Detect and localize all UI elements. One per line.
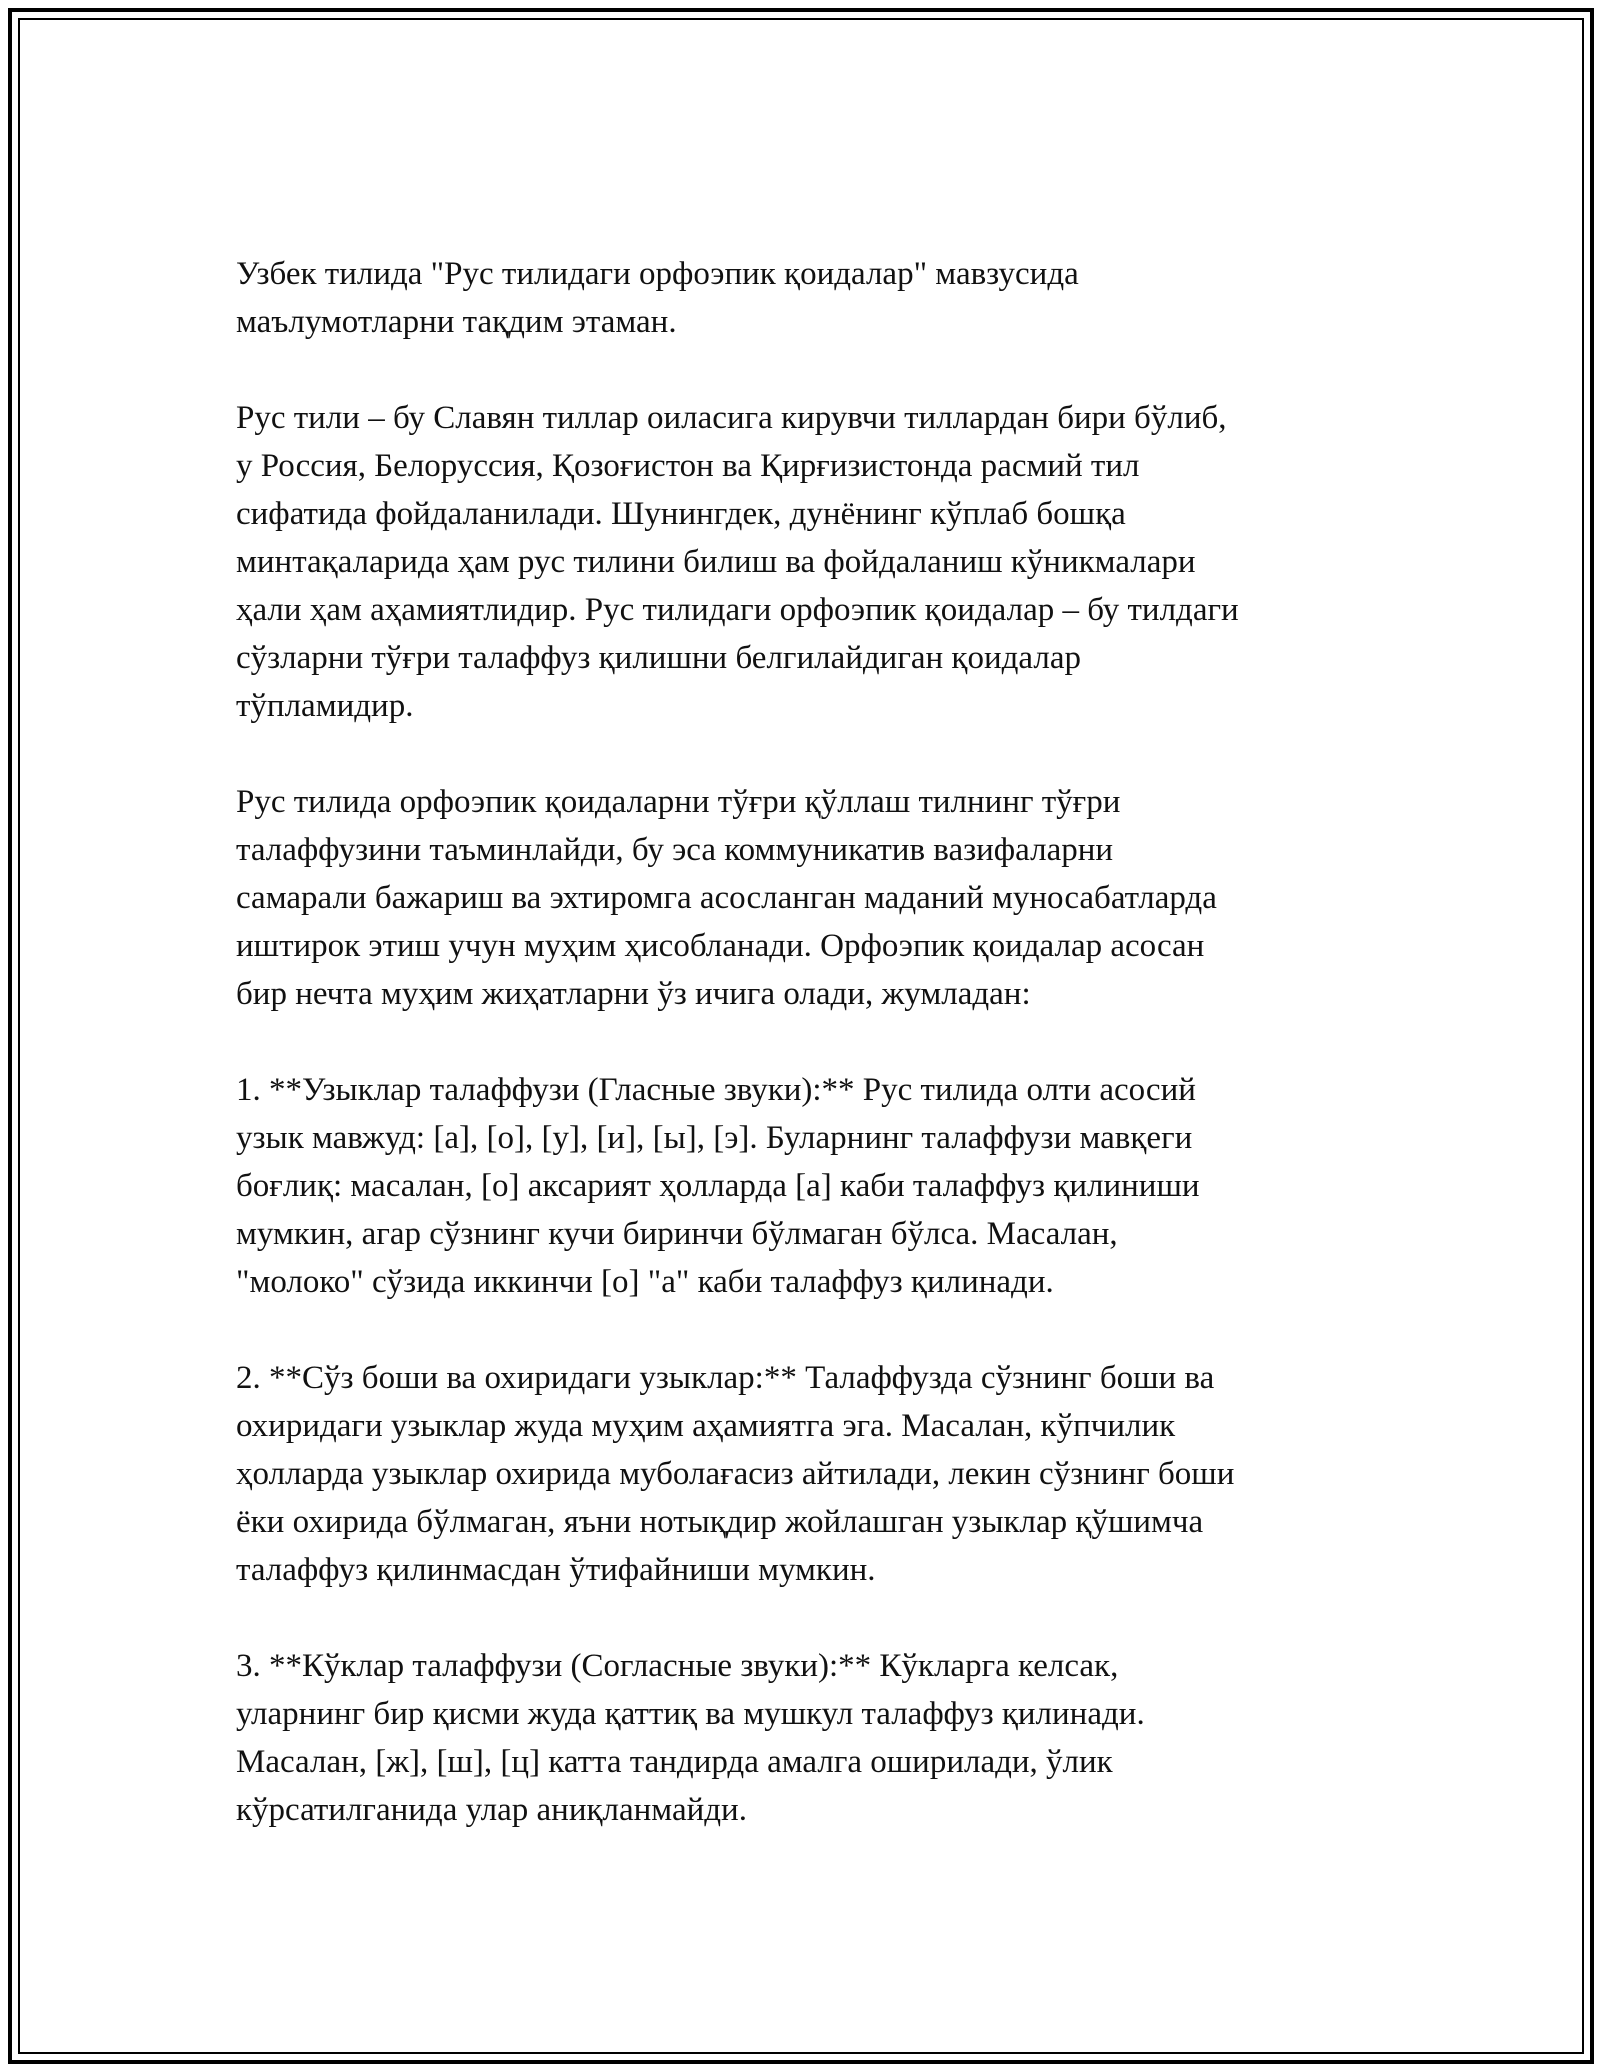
text-line: самарали бажариш ва эхтиромга асосланган маданий муносабатларда — [236, 880, 1217, 916]
text-line: сифатида фойдаланилади. Шунингдек, дунёнинг кўплаб бошқа — [236, 496, 1126, 532]
text-line: Рус тилида орфоэпик қоидаларни тўғри қўллаш тилнинг тўғри — [236, 784, 1121, 820]
document-body — [236, 250, 1376, 1882]
text-line: "молоко" сўзида иккинчи [о] "а" каби талаффуз қилинади. — [236, 1264, 1054, 1300]
text-line: иштирок этиш учун муҳим ҳисобланади. Орфоэпик қоидалар асосан — [236, 928, 1205, 964]
text-line: маълумотларни тақдим этаман. — [236, 304, 677, 340]
text-line: мумкин, агар сўзнинг кучи биринчи бўлмаган бўлса. Масалан, — [236, 1216, 1118, 1252]
text-line: ҳолларда узыклар охирида муболағасиз айтилади, лекин сўзнинг боши — [236, 1456, 1235, 1492]
text-line: у Россия, Белоруссия, Қозоғистон ва Қирғизистонда расмий тил — [236, 448, 1140, 484]
text-line: боғлиқ: масалан, [о] аксарият ҳолларда [а] каби талаффуз қилиниши — [236, 1168, 1200, 1204]
text-line: узык мавжуд: [а], [о], [у], [и], [ы], [э]. Буларнинг талаффузи мавқеги — [236, 1120, 1193, 1156]
text-line: Узбек тилида "Рус тилидаги орфоэпик қоидалар" мавзусида — [236, 256, 1079, 292]
text-line: ёки охирида бўлмаган, яъни нотықдир жойлашган узыклар қўшимча — [236, 1504, 1204, 1540]
list-item-3-consonants — [236, 1642, 1376, 1834]
text-line: талаффуз қилинмасдан ўтифайниши мумкин. — [236, 1552, 876, 1588]
paragraph-russian-language — [236, 394, 1376, 730]
text-line: тўпламидир. — [236, 688, 414, 724]
text-line: минтақаларида ҳам рус тилини билиш ва фойдаланиш кўникмалари — [236, 544, 1196, 580]
paragraph-orthoepic-rules — [236, 778, 1376, 1018]
text-line: сўзларни тўғри талаффуз қилишни белгилайдиган қоидалар — [236, 640, 1081, 676]
text-line: 2. **Сўз боши ва охиридаги узыклар:** Талаффузда сўзнинг боши ва — [236, 1360, 1215, 1396]
text-line: талаффузини таъминлайди, бу эса коммуникатив вазифаларни — [236, 832, 1114, 868]
text-line: 1. **Узыклар талаффузи (Гласные звуки):** Рус тилида олти асосий — [236, 1072, 1196, 1108]
paragraph-intro — [236, 250, 1376, 346]
text-line: кўрсатилганида улар аниқланмайди. — [236, 1792, 747, 1828]
list-item-2-word-edges — [236, 1354, 1376, 1594]
text-line: Рус тили – бу Славян тиллар оиласига кирувчи тиллардан бири бўлиб, — [236, 400, 1227, 436]
text-line: 3. **Кўклар талаффузи (Согласные звуки):** Кўкларга келсак, — [236, 1648, 1119, 1684]
list-item-1-vowels — [236, 1066, 1376, 1306]
text-line: уларнинг бир қисми жуда қаттиқ ва мушкул талаффуз қилинади. — [236, 1696, 1145, 1732]
text-line: охиридаги узыклар жуда муҳим аҳамиятга эга. Масалан, кўпчилик — [236, 1408, 1176, 1444]
text-line: Масалан, [ж], [ш], [ц] катта тандирда амалга оширилади, ўлик — [236, 1744, 1113, 1780]
text-line: ҳали ҳам аҳамиятлидир. Рус тилидаги орфоэпик қоидалар – бу тилдаги — [236, 592, 1239, 628]
text-line: бир нечта муҳим жиҳатларни ўз ичига олади, жумладан: — [236, 976, 1031, 1012]
